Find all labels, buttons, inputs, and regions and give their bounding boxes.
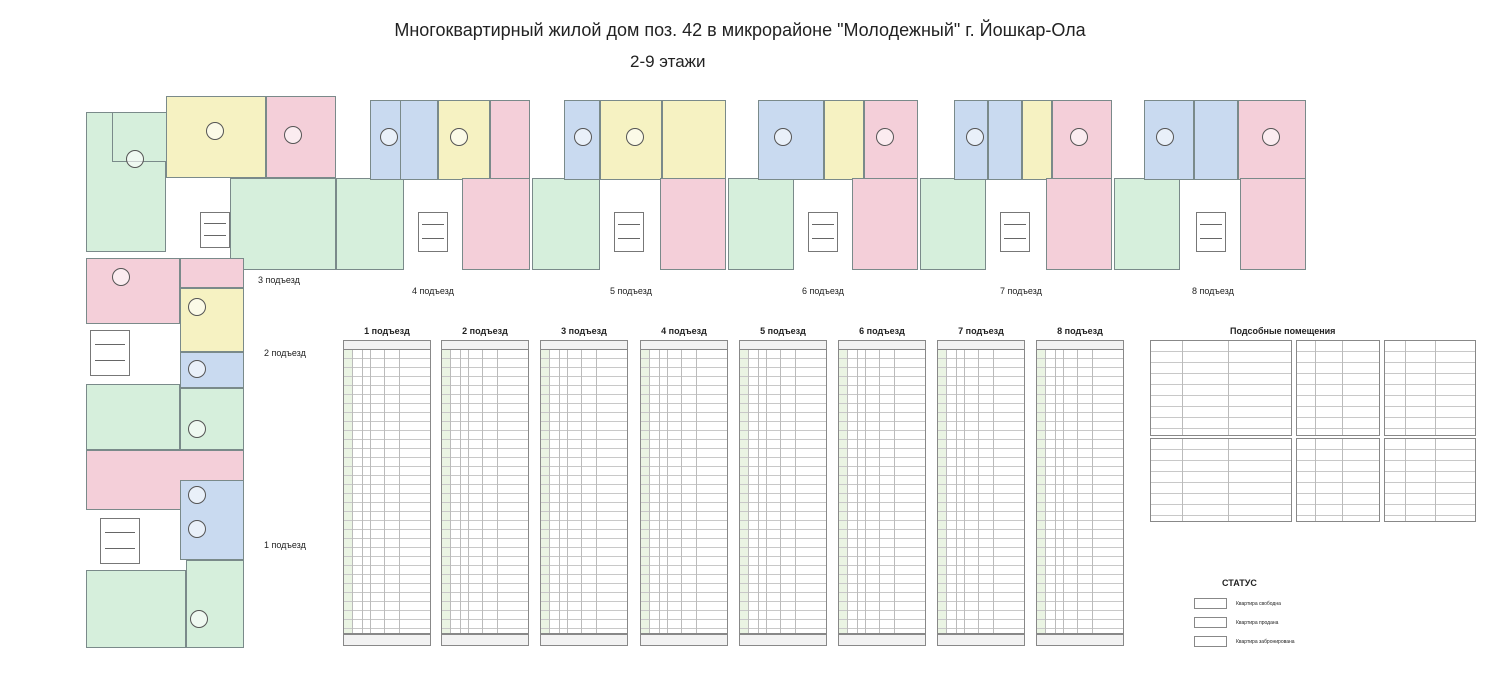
table-grid	[343, 340, 431, 634]
apartment-block[interactable]	[230, 178, 336, 270]
apartment-block[interactable]	[660, 178, 726, 270]
stairwell	[418, 212, 448, 252]
apartment-table-3	[540, 326, 628, 648]
room-marker	[206, 122, 224, 140]
table-title: 5 подъезд	[760, 326, 806, 336]
room-marker	[876, 128, 894, 146]
table-header	[343, 340, 431, 350]
table-header	[640, 340, 728, 350]
table-title: 3 подъезд	[561, 326, 607, 336]
stairwell	[90, 330, 130, 376]
apartment-table-5	[739, 326, 827, 648]
apartment-block[interactable]	[532, 178, 600, 270]
apartment-table-8	[1036, 326, 1124, 648]
table-header	[937, 340, 1025, 350]
table-footer	[739, 634, 827, 646]
room-marker	[188, 360, 206, 378]
table-header	[1036, 340, 1124, 350]
floors-subtitle: 2-9 этажи	[630, 52, 706, 71]
table-grid	[838, 340, 926, 634]
room-marker	[1262, 128, 1280, 146]
apartment-block[interactable]	[1114, 178, 1180, 270]
apartment-table-2	[441, 326, 529, 648]
apartment-block[interactable]	[180, 388, 244, 450]
table-title: 4 подъезд	[661, 326, 707, 336]
room-marker	[188, 520, 206, 538]
apartment-block[interactable]	[920, 178, 986, 270]
apartment-block[interactable]	[824, 100, 864, 180]
apartment-block[interactable]	[336, 178, 404, 270]
apartment-block[interactable]	[662, 100, 726, 180]
apartment-block[interactable]	[1022, 100, 1052, 180]
room-marker	[1156, 128, 1174, 146]
auxiliary-table	[1296, 438, 1380, 522]
status-swatch-reserved	[1194, 636, 1227, 647]
room-marker	[966, 128, 984, 146]
apartment-block[interactable]	[400, 100, 438, 180]
table-grid	[441, 340, 529, 634]
apartment-block[interactable]	[728, 178, 794, 270]
table-title: 2 подъезд	[462, 326, 508, 336]
entrance-label-4: 4 подъезд	[412, 286, 454, 296]
stairwell	[1196, 212, 1226, 252]
apartment-block[interactable]	[1046, 178, 1112, 270]
room-marker	[126, 150, 144, 168]
table-footer	[343, 634, 431, 646]
entrance-label-1: 1 подъезд	[264, 540, 306, 550]
table-grid	[937, 340, 1025, 634]
stairwell	[614, 212, 644, 252]
status-label-sold: Квартира продана	[1236, 620, 1279, 626]
room-marker	[190, 610, 208, 628]
stairwell	[200, 212, 230, 248]
apartment-table-4	[640, 326, 728, 648]
apartment-block[interactable]	[86, 570, 186, 648]
table-title: 8 подъезд	[1057, 326, 1103, 336]
apartment-block[interactable]	[988, 100, 1022, 180]
room-marker	[626, 128, 644, 146]
apartment-block[interactable]	[180, 258, 244, 288]
room-marker	[188, 298, 206, 316]
apartment-block[interactable]	[86, 258, 180, 324]
table-footer	[1036, 634, 1124, 646]
table-footer	[838, 634, 926, 646]
status-label-reserved: Квартира забронирована	[1236, 639, 1295, 645]
apartment-block[interactable]	[490, 100, 530, 180]
room-marker	[574, 128, 592, 146]
entrance-label-7: 7 подъезд	[1000, 286, 1042, 296]
stairwell	[100, 518, 140, 564]
apartment-block[interactable]	[1240, 178, 1306, 270]
apartment-block[interactable]	[186, 560, 244, 648]
auxiliary-title: Подсобные помещения	[1230, 326, 1336, 336]
table-footer	[540, 634, 628, 646]
apartment-table-1	[343, 326, 431, 648]
stairwell	[808, 212, 838, 252]
room-marker	[112, 268, 130, 286]
table-header	[441, 340, 529, 350]
table-footer	[640, 634, 728, 646]
page-title: Многоквартирный жилой дом поз. 42 в микрорайоне "Молодежный" г. Йошкар-Ола	[394, 20, 1086, 40]
room-marker	[380, 128, 398, 146]
status-legend-title: СТАТУС	[1222, 578, 1257, 588]
entrance-label-2: 2 подъезд	[264, 348, 306, 358]
apartment-block[interactable]	[86, 384, 180, 450]
apartment-table-7	[937, 326, 1025, 648]
auxiliary-table	[1384, 340, 1476, 436]
table-header	[838, 340, 926, 350]
table-header	[540, 340, 628, 350]
auxiliary-table	[1384, 438, 1476, 522]
table-title: 6 подъезд	[859, 326, 905, 336]
status-swatch-free	[1194, 598, 1227, 609]
table-header	[739, 340, 827, 350]
table-grid	[739, 340, 827, 634]
table-title: 1 подъезд	[364, 326, 410, 336]
status-label-free: Квартира свободна	[1236, 601, 1281, 607]
entrance-label-5: 5 подъезд	[610, 286, 652, 296]
apartment-block[interactable]	[1194, 100, 1238, 180]
stairwell	[1000, 212, 1030, 252]
table-footer	[441, 634, 529, 646]
entrance-label-6: 6 подъезд	[802, 286, 844, 296]
auxiliary-table	[1150, 340, 1292, 436]
apartment-block[interactable]	[180, 288, 244, 352]
table-footer	[937, 634, 1025, 646]
apartment-table-6	[838, 326, 926, 648]
room-marker	[1070, 128, 1088, 146]
table-grid	[1036, 340, 1124, 634]
room-marker	[188, 420, 206, 438]
auxiliary-table	[1296, 340, 1380, 436]
apartment-block[interactable]	[462, 178, 530, 270]
entrance-label-3: 3 подъезд	[258, 275, 300, 285]
table-grid	[540, 340, 628, 634]
entrance-label-8: 8 подъезд	[1192, 286, 1234, 296]
table-grid	[640, 340, 728, 634]
room-marker	[774, 128, 792, 146]
table-title: 7 подъезд	[958, 326, 1004, 336]
status-swatch-sold	[1194, 617, 1227, 628]
apartment-block[interactable]	[852, 178, 918, 270]
room-marker	[188, 486, 206, 504]
auxiliary-table	[1150, 438, 1292, 522]
room-marker	[284, 126, 302, 144]
room-marker	[450, 128, 468, 146]
